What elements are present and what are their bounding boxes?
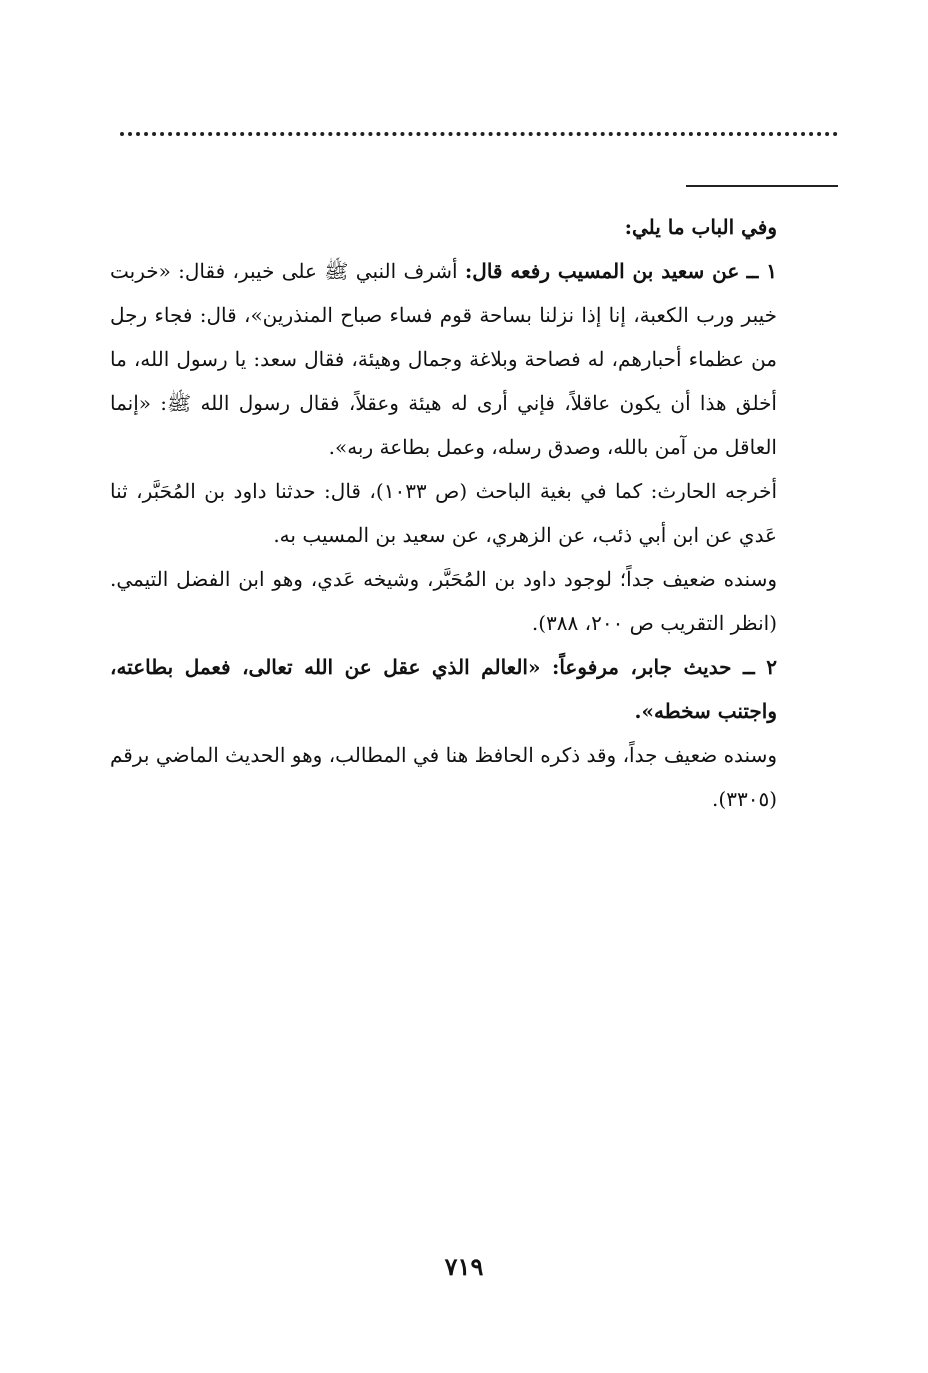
page-number: ٧١٩ <box>444 1252 484 1281</box>
item-text: أشرف النبي ﷺ على خيبر، فقال: «خربت خيبر ورب الكعبة، إنا إذا نزلنا بساحة قوم فساء صباح المنذرين»، قال: فجاء رجل من عظماء أحبارهم، له فصاحة وبلاغة وجمال وهيئة، فقال سعد: يا رسول الله، ما أخلق هذا أن يكون عاقلاً، فإني أرى له هيئة وعقلاً، فقال رسول الله ﷺ: «إنما العاقل من آمن بالله، وصدق رسله، وعمل بطاعة ربه». <box>110 259 777 459</box>
footnote-rule <box>686 185 838 187</box>
hadith-item-2 <box>110 645 835 733</box>
item-number: ١ ــ <box>746 259 778 283</box>
hadith-item-1 <box>110 249 835 469</box>
item-number: ٢ ــ <box>743 655 777 679</box>
section-heading: وفي الباب ما يلي: <box>624 215 777 239</box>
grading-paragraph: وسنده ضعيف جداً؛ لوجود داود بن المُحَبَّر، وشيخه عَدي، وهو ابن الفضل التيمي. (انظر التقريب ص ٢٠٠، ٣٨٨). <box>110 567 777 635</box>
grading-paragraph-2: وسنده ضعيف جداً، وقد ذكره الحافظ هنا في المطالب، وهو الحديث الماضي برقم (٣٣٠٥). <box>110 743 777 811</box>
dotted-separator <box>120 132 838 136</box>
footnote-content <box>110 205 835 821</box>
item-text: حديث جابر، مرفوعاً: «العالم الذي عقل عن الله تعالى، فعمل بطاعته، واجتنب سخطه». <box>110 655 777 723</box>
source-paragraph: أخرجه الحارث: كما في بغية الباحث (ص ١٠٣٣)، قال: حدثنا داود بن المُحَبَّر، ثنا عَدي عن ابن أبي ذئب، عن الزهري، عن سعيد بن المسيب به. <box>110 479 777 547</box>
item-narrator: عن سعيد بن المسيب رفعه قال: <box>464 259 740 283</box>
